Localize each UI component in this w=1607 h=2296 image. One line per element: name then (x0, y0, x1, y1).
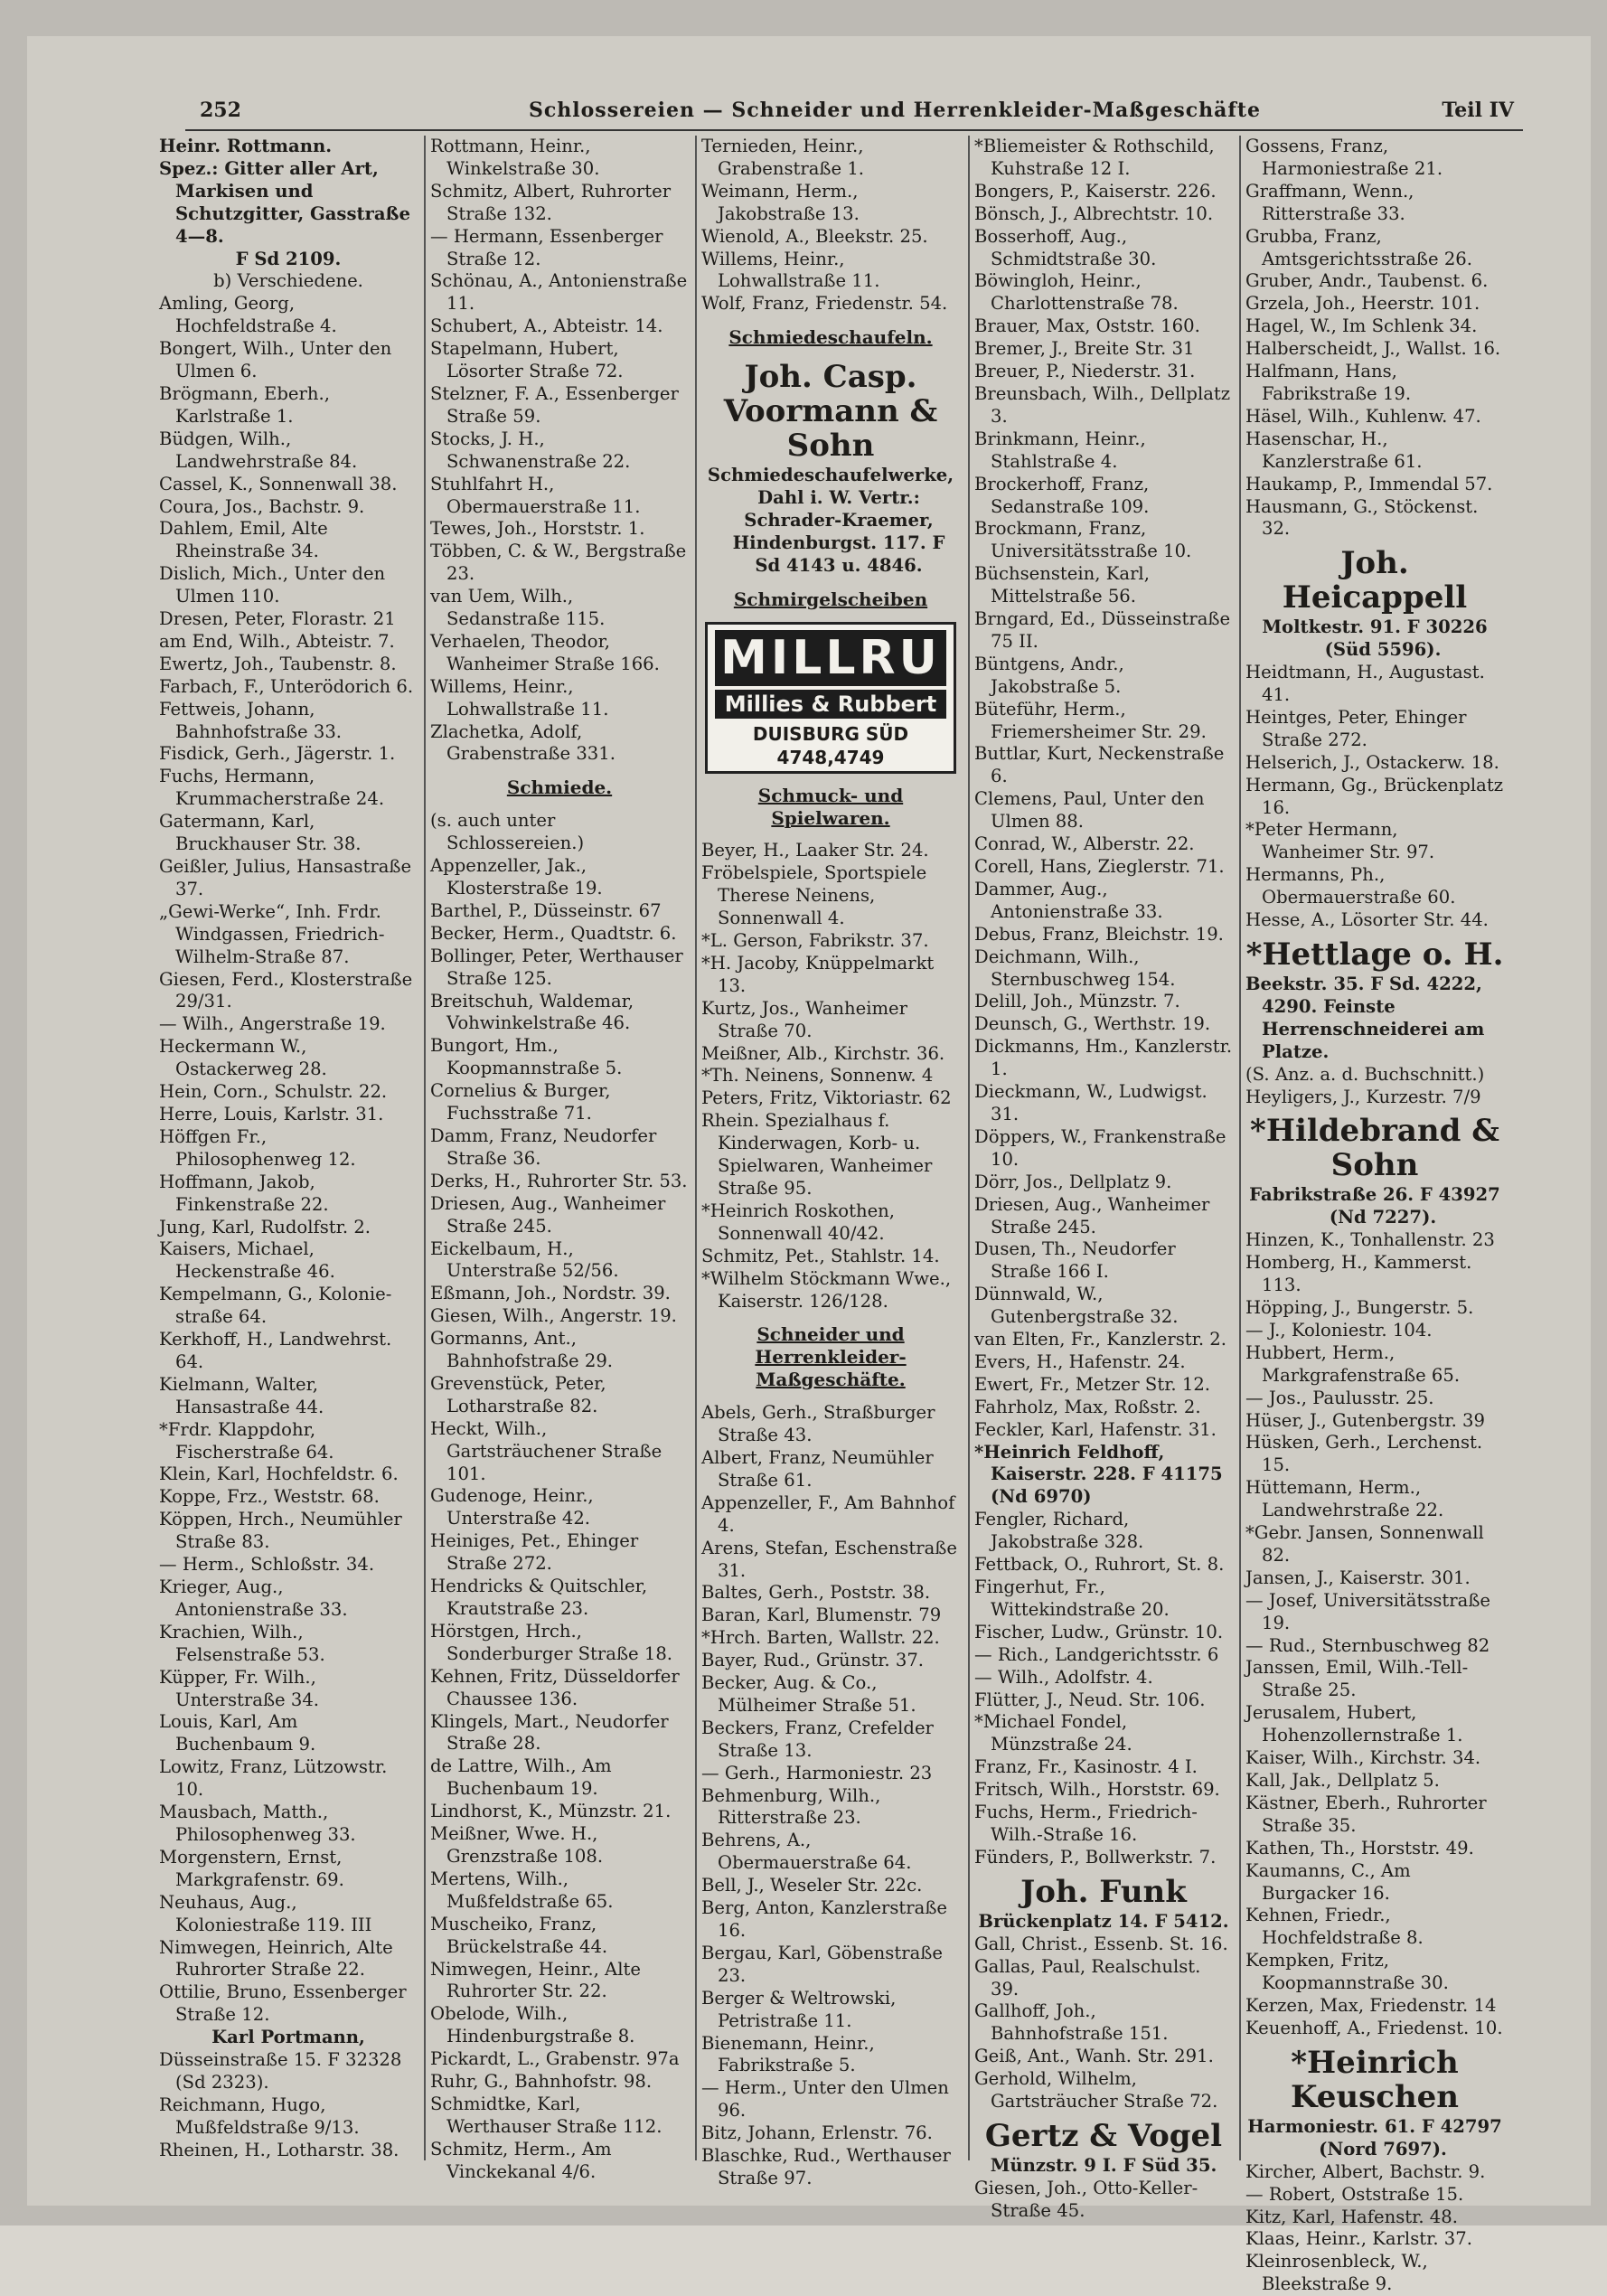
directory-entry: *Gebr. Jansen, Sonnenwall 82. (1245, 1522, 1484, 1566)
section-heading: Schmiede. (506, 776, 613, 799)
directory-entry: Hermanns, Ph., Obermauerstraße 60. (1245, 864, 1456, 908)
directory-entry: Hausmann, G., Stöckenst. 32. (1245, 495, 1479, 540)
directory-entry: Bongers, P., Kaiserstr. 226. (974, 180, 1217, 202)
directory-entry: Schmitz, Pet., Stahlstr. 14. (701, 1245, 940, 1266)
directory-entry: b) Verschiedene. (213, 270, 363, 292)
directory-entry: Bell, J., Weseler Str. 22c. (701, 1875, 923, 1896)
directory-entry: Hubbert, Herm., Markgrafenstraße 65. (1245, 1341, 1461, 1386)
directory-entry: Klingels, Mart., Neudorfer Straße 28. (430, 1710, 669, 1755)
directory-entry: Hermann, Gg., Brückenplatz 16. (1245, 774, 1504, 818)
directory-entry: Hinzen, K., Tonhallenstr. 23 (1245, 1229, 1495, 1251)
directory-entry: Fisdick, Gerh., Jägerstr. 1. (159, 743, 396, 765)
directory-entry: Muscheiko, Franz, Brückelstraße 44. (430, 1913, 608, 1957)
column-3 (701, 136, 960, 2188)
directory-entry: Büdgen, Wilh., Landwehrstraße 84. (159, 428, 358, 472)
directory-entry: Giesen, Wilh., Angerstr. 19. (430, 1305, 677, 1327)
directory-entry: Bienemann, Heinr., Fabrikstraße 5. (701, 2032, 875, 2076)
directory-entry: Damm, Franz, Neudorfer Straße 36. (430, 1124, 657, 1169)
directory-entry: Heinr. Rottmann. (159, 136, 333, 156)
directory-entry: — Wilh., Adolfstr. 4. (974, 1666, 1153, 1688)
directory-entry: Dünnwald, W., Gutenbergstraße 32. (974, 1284, 1179, 1328)
directory-entry: Obelode, Wilh., Hindenburgstraße 8. (430, 2003, 635, 2047)
section-heading: Schmuck- und Spielwaren. (757, 784, 904, 829)
directory-entry: Fettweis, Johann, Bahnhofstraße 33. (159, 698, 343, 742)
column-divider (968, 136, 970, 2160)
directory-entry: Rhein. Spezialhaus f. Kinderwagen, Korb- u. Spielwaren, Wanheimer Straße 95. (701, 1110, 933, 1199)
directory-entry: Farbach, F., Unterödorich 6. (159, 675, 414, 697)
advertiser-name: *Heinrich Keuschen (1290, 2044, 1460, 2115)
directory-entry: Wienold, A., Bleekstr. 25. (701, 225, 928, 247)
advertiser-name: *Hettlage o. H. (1245, 936, 1504, 973)
directory-entry: Blaschke, Rud., Werthauser Straße 97. (701, 2145, 951, 2188)
directory-entry: Gudenoge, Heinr., Unterstraße 42. (430, 1485, 594, 1529)
directory-entry: Flütter, J., Neud. Str. 106. (974, 1689, 1206, 1710)
directory-entry: Jerusalem, Hubert, Hohenzollernstraße 1. (1245, 1702, 1463, 1746)
directory-entry: Schönau, A., Antonienstraße 11. (430, 270, 688, 315)
directory-entry: Halfmann, Hans, Fabrikstraße 19. (1245, 361, 1412, 404)
directory-entry: Heiniges, Pet., Ehinger Straße 272. (430, 1530, 639, 1575)
directory-entry: Ewert, Fr., Metzer Str. 12. (974, 1373, 1211, 1395)
directory-entry: *Peter Hermann, Wanheimer Str. 97. (1245, 819, 1435, 863)
directory-entry: Ottilie, Bruno, Essenberger Straße 12. (159, 1981, 407, 2026)
directory-entry: „Gewi-Werke“, Inh. Frdr. Windgassen, Friedrich-Wilhelm-Straße 87. (159, 900, 385, 967)
page-header (185, 93, 1523, 129)
directory-entry: Heckt, Wilh., Gartsträuchener Straße 101. (430, 1417, 663, 1484)
directory-entry: Breunsbach, Wilh., Dellplatz 3. (974, 382, 1231, 427)
directory-entry: Weimann, Herm., Jakobstraße 13. (701, 180, 860, 224)
directory-entry: — Wilh., Angerstraße 19. (159, 1013, 386, 1035)
directory-entry: Bergau, Karl, Göbenstraße 23. (701, 1942, 943, 1986)
directory-entry: Kielmann, Walter, Hansastraße 44. (159, 1373, 324, 1417)
directory-entry: Morgenstern, Ernst, Markgrafenstr. 69. (159, 1846, 344, 1890)
directory-entry: Brockmann, Franz, Universitätsstraße 10. (974, 518, 1192, 562)
directory-entry: Grevenstück, Peter, Lotharstraße 82. (430, 1372, 606, 1416)
directory-entry: Lindhorst, K., Münzstr. 21. (430, 1801, 672, 1822)
directory-entry: Dislich, Mich., Unter den Ulmen 110. (159, 563, 386, 607)
directory-entry: Giesen, Joh., Otto-Keller-Straße 45. (974, 2177, 1198, 2221)
directory-entry: Kerkhoff, H., Landwehrst. 64. (159, 1329, 392, 1372)
directory-entry: Louis, Karl, Am Buchenbaum 9. (159, 1711, 316, 1755)
directory-entry: Beekstr. 35. F Sd. 4222, 4290. Feinste Herrenschneiderei am Platze. (1245, 974, 1485, 1062)
directory-entry: Hörstgen, Hrch., Sonderburger Straße 18. (430, 1620, 673, 1664)
directory-entry: Berg, Anton, Kanzlerstraße 16. (701, 1897, 948, 1941)
directory-entry: Pickardt, L., Grabenstr. 97a (430, 2048, 680, 2070)
directory-entry: Ewertz, Joh., Taubenstr. 8. (159, 653, 397, 674)
directory-entry: Böwingloh, Heinr., Charlottenstraße 78. (974, 270, 1179, 315)
directory-entry: *Wilhelm Stöckmann Wwe., Kaiserstr. 126/128. (701, 1267, 952, 1312)
directory-entry: Gerhold, Wilhelm, Gartsträucher Straße 72. (974, 2068, 1218, 2113)
directory-entry: Hein, Corn., Schulstr. 22. (159, 1081, 388, 1103)
directory-entry: (S. Anz. a. d. Buchschnitt.) (1245, 1063, 1485, 1085)
column-4 (974, 136, 1233, 2221)
directory-entry: Coura, Jos., Bachstr. 9. (159, 495, 365, 517)
directory-entry: Herre, Louis, Karlstr. 31. (159, 1103, 384, 1124)
directory-entry: Schmidtke, Karl, Werthauser Straße 112. (430, 2093, 663, 2137)
directory-entry: Geißler, Julius, Hansastraße 37. (159, 856, 412, 899)
directory-entry: van Uem, Wilh., Sedanstraße 115. (430, 586, 606, 630)
directory-entry: Kircher, Albert, Bachstr. 9. (1245, 2160, 1486, 2182)
directory-entry: Bollinger, Peter, Werthauser Straße 125. (430, 945, 683, 989)
directory-entry: Baran, Karl, Blumenstr. 79 (701, 1604, 942, 1626)
directory-entry: Kerzen, Max, Friedenstr. 14 (1245, 1995, 1497, 2017)
directory-entry: Amling, Georg, Hochfeldstraße 4. (159, 293, 337, 337)
directory-entry: *Michael Fondel, Münzstraße 24. (974, 1711, 1132, 1755)
directory-entry: Appenzeller, Jak., Klosterstraße 19. (430, 855, 603, 899)
directory-entry: Kathen, Th., Horststr. 49. (1245, 1837, 1474, 1858)
directory-entry: F Sd 2109. (235, 248, 342, 269)
directory-entry: Bongert, Wilh., Unter den Ulmen 6. (159, 338, 392, 382)
directory-entry: Fröbelspiele, Sportspiele Therese Neinens, Sonnenwall 4. (701, 862, 927, 929)
directory-entry: Wolf, Franz, Friedenstr. 54. (701, 293, 948, 315)
directory-entry: *Bliemeister & Rothschild, Kuhstraße 12 I. (974, 136, 1215, 179)
directory-entry: Dieckmann, W., Ludwigst. 31. (974, 1081, 1208, 1124)
directory-entry: Brauer, Max, Oststr. 160. (974, 315, 1200, 337)
directory-entry: van Elten, Fr., Kanzlerstr. 2. (974, 1329, 1226, 1350)
directory-entry: Janssen, Emil, Wilh.-Tell-Straße 25. (1245, 1657, 1469, 1701)
directory-entry: Dörr, Jos., Dellplatz 9. (974, 1171, 1172, 1192)
directory-entry: Hoffmann, Jakob, Finkenstraße 22. (159, 1171, 329, 1215)
directory-entry: Karl Portmann, (211, 2027, 365, 2048)
directory-entry: Gallhoff, Joh., Bahnhofstraße 151. (974, 2000, 1169, 2045)
directory-entry: Willems, Heinr., Lohwallstraße 11. (701, 248, 880, 292)
directory-entry: (s. auch unter Schlossereien.) (430, 810, 585, 854)
directory-entry: Gall, Christ., Essenb. St. 16. (974, 1933, 1228, 1954)
page-number: 252 (200, 99, 241, 122)
directory-entry: Brinkmann, Heinr., Stahlstraße 4. (974, 428, 1146, 472)
directory-entry: Hendricks & Quitschler, Krautstraße 23. (430, 1576, 648, 1619)
directory-entry: Gatermann, Karl, Bruckhauser Str. 38. (159, 811, 362, 855)
directory-entry: Häsel, Wilh., Kuhlenw. 47. (1245, 405, 1481, 427)
directory-entry: Behrens, A., Obermauerstraße 64. (701, 1830, 912, 1874)
directory-entry: Conrad, W., Alberstr. 22. (974, 833, 1195, 855)
directory-entry: Fahrholz, Max, Roßstr. 2. (974, 1396, 1201, 1417)
section-heading: Schneider und Herrenkleider-Maßgeschäfte. (755, 1323, 907, 1391)
directory-entry: Fettback, O., Ruhrort, St. 8. (974, 1554, 1225, 1576)
directory-entry: Berger & Weltrowski, Petristraße 11. (701, 1987, 897, 2031)
directory-entry: Mausbach, Matth., Philosophenweg 33. (159, 1802, 356, 1845)
directory-entry: Dickmanns, Hm., Kanzlerstr. 1. (974, 1036, 1233, 1080)
directory-entry: Giesen, Ferd., Klosterstraße 29/31. (159, 968, 413, 1012)
directory-entry: Kästner, Eberh., Ruhrorter Straße 35. (1245, 1792, 1487, 1836)
directory-entry: Höffgen Fr., Philosophenweg 12. (159, 1125, 356, 1170)
directory-entry: Harmoniestr. 61. F 42797 (Nord 7697). (1247, 2115, 1502, 2160)
directory-entry: Kleinrosenbleck, W., Bleekstraße 9. (1245, 2251, 1428, 2295)
advertiser-name: *Hildebrand & Sohn (1250, 1113, 1499, 1184)
directory-entry: *L. Gerson, Fabrikstr. 37. (701, 930, 929, 952)
directory-entry: Hasenschar, H., Kanzlerstraße 61. (1245, 428, 1423, 472)
directory-entry: Rottmann, Heinr., Winkelstraße 30. (430, 136, 600, 179)
directory-entry: Jansen, J., Kaiserstr. 301. (1245, 1567, 1471, 1588)
directory-entry: Münzstr. 9 I. F Süd 35. (990, 2154, 1217, 2176)
directory-entry: Büchsenstein, Karl, Mittelstraße 56. (974, 563, 1150, 607)
directory-entry: — Josef, Universitätsstraße 19. (1245, 1589, 1491, 1633)
directory-entry: Lowitz, Franz, Lützowstr. 10. (159, 1756, 388, 1801)
directory-entry: Jung, Karl, Rudolfstr. 2. (159, 1216, 371, 1237)
advertiser-name: Joh. Funk (1020, 1873, 1187, 1910)
directory-entry: Schmitz, Herm., Am Vinckekanal 4/6. (430, 2138, 612, 2182)
directory-entry: Bosserhoff, Aug., Schmidtstraße 30. (974, 225, 1157, 269)
directory-entry: Clemens, Paul, Unter den Ulmen 88. (974, 788, 1205, 833)
header-rule (185, 129, 1523, 131)
directory-entry: Küpper, Fr. Wilh., Unterstraße 34. (159, 1666, 320, 1710)
directory-entry: Hesse, A., Lösorter Str. 44. (1245, 909, 1489, 931)
logo-mid: Millies & Rubbert (715, 690, 946, 719)
directory-entry: Becker, Aug. & Co., Mülheimer Straße 51. (701, 1672, 916, 1716)
directory-entry: Büntgens, Andr., Jakobstraße 5. (974, 653, 1124, 697)
directory-entry: Fuchs, Herm., Friedrich-Wilh.-Straße 16. (974, 1802, 1198, 1845)
column-1 (159, 136, 418, 2178)
directory-entry: Döppers, W., Frankenstraße 10. (974, 1125, 1226, 1170)
directory-entry: Kaumanns, C., Am Burgacker 16. (1245, 1859, 1411, 1904)
directory-entry: Meißner, Alb., Kirchstr. 36. (701, 1042, 945, 1064)
directory-entry: Brückenplatz 14. F 5412. (978, 1910, 1229, 1932)
directory-entry: Höpping, J., Bungerstr. 5. (1245, 1296, 1474, 1318)
directory-entry: Neuhaus, Aug., Koloniestraße 119. III (159, 1891, 372, 1935)
directory-entry: Beyer, H., Laaker Str. 24. (701, 840, 929, 861)
directory-entry: Mertens, Wilh., Mußfeldstraße 65. (430, 1868, 614, 1912)
directory-entry: Verhaelen, Theodor, Wanheimer Straße 166. (430, 630, 660, 674)
directory-entry: Cornelius & Burger, Fuchsstraße 71. (430, 1080, 611, 1124)
directory-entry: Köppen, Hrch., Neumühler Straße 83. (159, 1509, 402, 1553)
directory-entry: Fünders, P., Bollwerkstr. 7. (974, 1846, 1217, 1868)
directory-entry: Deichmann, Wilh., Sternbuschweg 154. (974, 946, 1176, 990)
directory-entry: Gallas, Paul, Realschulst. 39. (974, 1955, 1201, 2000)
directory-entry: Kempken, Fritz, Koopmannstraße 30. (1245, 1950, 1449, 1994)
directory-entry: Nimwegen, Heinr., Alte Ruhrorter Str. 22. (430, 1958, 641, 2002)
directory-entry: Heyligers, J., Kurzestr. 7/9 (1245, 1086, 1481, 1107)
directory-entry: Helserich, J., Ostackerw. 18. (1245, 751, 1499, 773)
directory-entry: Graffmann, Wenn., Ritterstraße 33. (1245, 180, 1414, 224)
directory-entry: Reichmann, Hugo, Mußfeldstraße 9/13. (159, 2094, 360, 2138)
directory-entry: — Rich., Landgerichtsstr. 6 (974, 1643, 1219, 1665)
directory-entry: Stuhlfahrt H., Obermauerstraße 11. (430, 473, 641, 517)
directory-entry: Heidtmann, H., Augustast. 41. (1245, 662, 1485, 706)
directory-entry: Ternieden, Heinr., Grabenstraße 1. (701, 136, 865, 179)
directory-entry: Becker, Herm., Quadtstr. 6. (430, 922, 677, 944)
directory-entry: Kehnen, Fritz, Düsseldorfer Chaussee 136. (430, 1665, 680, 1709)
directory-entry: Buttlar, Kurt, Neckenstraße 6. (974, 743, 1225, 787)
directory-entry: Klaas, Heinr., Karlstr. 37. (1245, 2228, 1472, 2250)
directory-entry: — Herm., Schloßstr. 34. (159, 1554, 375, 1576)
directory-entry: Haukamp, P., Immendal 57. (1245, 473, 1493, 494)
directory-entry: — Rud., Sternbuschweg 82 (1245, 1634, 1490, 1656)
directory-entry: Spez.: Gitter aller Art, Markisen und Schutzgitter, Gasstraße 4—8. (159, 157, 410, 247)
directory-entry: Krachien, Wilh., Felsenstraße 53. (159, 1621, 325, 1665)
directory-entry: Derks, H., Ruhrorter Str. 53. (430, 1170, 688, 1191)
directory-entry: Heintges, Peter, Ehinger Straße 272. (1245, 706, 1467, 750)
directory-entry: Gruber, Andr., Taubenst. 6. (1245, 270, 1489, 292)
directory-entry: Cassel, K., Sonnenwall 38. (159, 473, 398, 494)
directory-entry: Gossens, Franz, Harmoniestraße 21. (1245, 136, 1443, 179)
directory-entry: — J., Koloniestr. 104. (1245, 1319, 1433, 1341)
directory-entry: Dresen, Peter, Florastr. 21 (159, 608, 396, 630)
column-divider (424, 136, 426, 2160)
column-divider (1239, 136, 1241, 2160)
column-2 (430, 136, 689, 2182)
directory-entry: Kaisers, Michael, Heckenstraße 46. (159, 1238, 335, 1283)
directory-entry: Appenzeller, F., Am Bahnhof 4. (701, 1491, 955, 1536)
directory-entry: Fuchs, Hermann, Krummacherstraße 24. (159, 766, 385, 810)
directory-entry: Eßmann, Joh., Nordstr. 39. (430, 1283, 671, 1304)
directory-entry: *Th. Neinens, Sonnenw. 4 (701, 1065, 934, 1087)
directory-entry: Hagel, W., Im Schlenk 34. (1245, 315, 1478, 337)
directory-entry: Driesen, Aug., Wanheimer Straße 245. (974, 1193, 1210, 1237)
directory-entry: Corell, Hans, Zieglerstr. 71. (974, 856, 1225, 877)
directory-entry: Franz, Fr., Kasinostr. 4 I. (974, 1756, 1198, 1778)
directory-entry: Kaiser, Wilh., Kirchstr. 34. (1245, 1747, 1481, 1769)
directory-entry: Brögmann, Eberh., Karlstraße 1. (159, 382, 330, 427)
directory-entry: Brngard, Ed., Düsseinstraße 75 II. (974, 608, 1231, 652)
directory-entry: Gormanns, Ant., Bahnhofstraße 29. (430, 1328, 614, 1372)
advertiser-name: Gertz & Vogel (984, 2117, 1223, 2154)
directory-entry: Geiß, Ant., Wanh. Str. 291. (974, 2046, 1214, 2067)
advertiser-name: Joh. Heicappell (1282, 545, 1468, 616)
directory-entry: Grzela, Joh., Heerstr. 101. (1245, 293, 1480, 315)
directory-entry: Fingerhut, Fr., Wittekindstraße 20. (974, 1576, 1170, 1620)
directory-entry: Klein, Karl, Hochfeldstr. 6. (159, 1463, 399, 1485)
directory-entry: Stelzner, F. A., Essenberger Straße 59. (430, 382, 679, 427)
directory-entry: — Jos., Paulusstr. 25. (1245, 1387, 1434, 1408)
directory-entry: Heckermann W., Ostackerweg 28. (159, 1036, 327, 1080)
directory-entry: Kitz, Karl, Hafenstr. 48. (1245, 2206, 1458, 2227)
directory-entry: Albert, Franz, Neumühler Straße 61. (701, 1446, 934, 1491)
directory-entry: Koppe, Frz., Weststr. 68. (159, 1486, 380, 1508)
column-5 (1245, 136, 1504, 2295)
directory-entry: Nimwegen, Heinrich, Alte Ruhrorter Straße 22. (159, 1936, 393, 1981)
page-title: Schlossereien — Schneider und Herrenkleider-Maßgeschäfte (529, 99, 1261, 122)
part-label: Teil IV (1442, 99, 1514, 122)
directory-entry: Halberscheidt, J., Wallst. 16. (1245, 338, 1501, 360)
directory-entry: *Heinrich Roskothen, Sonnenwall 40/42. (701, 1200, 896, 1244)
directory-entry: Stocks, J. H., Schwanenstraße 22. (430, 428, 631, 472)
directory-entry: Hüsken, Gerh., Lerchenst. 15. (1245, 1432, 1483, 1476)
directory-entry: Bremer, J., Breite Str. 31 (974, 338, 1195, 360)
directory-entry: Schubert, A., Abteistr. 14. (430, 315, 663, 337)
directory-entry: Barthel, P., Düsseinstr. 67 (430, 899, 662, 921)
directory-entry: Feckler, Karl, Hafenstr. 31. (974, 1418, 1217, 1440)
directory-entry: Beckers, Franz, Crefelder Straße 13. (701, 1717, 934, 1761)
directory-entry: Breitschuh, Waldemar, Vohwinkelstraße 46. (430, 990, 634, 1034)
directory-entry: — Robert, Oststraße 15. (1245, 2183, 1464, 2205)
directory-entry: Hüttemann, Herm., Landwehrstraße 22. (1245, 1477, 1444, 1521)
millru-logo (705, 622, 956, 774)
directory-entry: Ruhr, G., Bahnhofstr. 98. (430, 2071, 653, 2093)
directory-entry: Fischer, Ludw., Grünstr. 10. (974, 1621, 1224, 1642)
directory-entry: *Frdr. Klappdohr, Fischerstraße 64. (159, 1418, 334, 1463)
directory-entry: Kempelmann, G., Kolonie-straße 64. (159, 1284, 392, 1328)
directory-entry: Büteführ, Herm., Friemersheimer Str. 29. (974, 698, 1207, 742)
directory-entry: Dahlem, Emil, Alte Rheinstraße 34. (159, 518, 328, 562)
directory-entry: Bitz, Johann, Erlenstr. 76. (701, 2122, 933, 2144)
directory-entry: Moltkestr. 91. F 30226 (Süd 5596). (1262, 616, 1488, 661)
directory-entry: — Herm., Unter den Ulmen 96. (701, 2077, 949, 2122)
directory-entry: Schmitz, Albert, Ruhrorter Straße 132. (430, 180, 672, 224)
directory-entry: Tewes, Joh., Horststr. 1. (430, 518, 645, 540)
directory-entry: *Hrch. Barten, Wallstr. 22. (701, 1627, 940, 1649)
directory-entry: Hüser, J., Gutenbergstr. 39 (1245, 1409, 1485, 1431)
directory-entry: Baltes, Gerh., Poststr. 38. (701, 1582, 931, 1604)
directory-entry: Kehnen, Friedr., Hochfeldstraße 8. (1245, 1905, 1424, 1949)
section-heading: Schmirgelscheiben (733, 588, 928, 610)
directory-entry: Eickelbaum, H., Unterstraße 52/56. (430, 1237, 619, 1282)
directory-entry: Homberg, H., Kammerst. 113. (1245, 1252, 1472, 1296)
directory-entry: Schmiedeschaufelwerke, Dahl i. W. Vertr.: Schrader-Kraemer, Hindenburgst. 117. F Sd 4143 u. 4846. (707, 465, 954, 576)
directory-entry: Bungort, Hm., Koopmannstraße 5. (430, 1035, 623, 1079)
directory-entry: Többen, C. & W., Bergstraße 23. (430, 541, 687, 585)
logo-bot: DUISBURG SÜD 4748,4749 (752, 722, 909, 768)
logo-top: MILLRU (715, 630, 946, 686)
directory-entry: Stapelmann, Hubert, Lösorter Straße 72. (430, 338, 624, 382)
directory-entry: Keuenhoff, A., Friedenst. 10. (1245, 2017, 1503, 2038)
directory-entry: Zlachetka, Adolf, Grabenstraße 331. (430, 720, 616, 765)
directory-entry: Driesen, Aug., Wanheimer Straße 245. (430, 1192, 666, 1237)
directory-entry: Deunsch, G., Werthstr. 19. (974, 1013, 1211, 1035)
directory-entry: Abels, Gerh., Straßburger Straße 43. (701, 1402, 935, 1446)
directory-entry: Düsseinstraße 15. F 32328 (Sd 2323). (159, 2049, 402, 2093)
directory-entry: Bönsch, J., Albrechtstr. 10. (974, 202, 1214, 224)
directory-entry: Fabrikstraße 26. F 43927 (Nd 7227). (1249, 1184, 1500, 1228)
directory-entry: — Gerh., Harmoniestr. 23 (701, 1762, 933, 1783)
directory-entry: Dusen, Th., Neudorfer Straße 166 I. (974, 1238, 1176, 1283)
directory-entry: Grubba, Franz, Amtsgerichtsstraße 26. (1245, 225, 1473, 269)
directory-entry: Kurtz, Jos., Wanheimer Straße 70. (701, 997, 907, 1041)
directory-entry: *H. Jacoby, Knüppelmarkt 13. (701, 952, 935, 996)
directory-entry: Peters, Fritz, Viktoriastr. 62 (701, 1087, 952, 1109)
directory-entry: Brockerhoff, Franz, Sedanstraße 109. (974, 473, 1150, 517)
directory-entry: Fengler, Richard, Jakobstraße 328. (974, 1509, 1144, 1553)
directory-entry: — Hermann, Essenberger Straße 12. (430, 225, 663, 269)
directory-entry: Debus, Franz, Bleichstr. 19. (974, 923, 1224, 945)
directory-entry: Fritsch, Wilh., Horststr. 69. (974, 1779, 1220, 1801)
directory-entry: Breuer, P., Niederstr. 31. (974, 361, 1196, 382)
directory-entry: am End, Wilh., Abteistr. 7. (159, 630, 395, 652)
directory-entry: Willems, Heinr., Lohwallstraße 11. (430, 675, 609, 720)
directory-entry: Bayer, Rud., Grünstr. 37. (701, 1650, 925, 1671)
section-heading: Schmiedeschaufeln. (728, 326, 933, 349)
directory-entry: *Heinrich Feldhoff, Kaiserstr. 228. F 41175 (Nd 6970) (974, 1441, 1223, 1508)
directory-entry: Krieger, Aug., Antonienstraße 33. (159, 1576, 348, 1620)
directory-entry: Dammer, Aug., Antonienstraße 33. (974, 878, 1163, 922)
directory-entry: Meißner, Wwe. H., Grenzstraße 108. (430, 1823, 604, 1867)
directory-entry: Rheinen, H., Lotharstr. 38. (159, 2139, 399, 2160)
directory-entry: Evers, H., Hafenstr. 24. (974, 1350, 1186, 1372)
directory-entry: Delill, Joh., Münzstr. 7. (974, 991, 1180, 1012)
directory-entry: Behmenburg, Wilh., Ritterstraße 23. (701, 1784, 881, 1829)
directory-entry: de Lattre, Wilh., Am Buchenbaum 19. (430, 1755, 612, 1800)
directory-entry: Kall, Jak., Dellplatz 5. (1245, 1770, 1440, 1791)
directory-entry: Arens, Stefan, Eschenstraße 31. (701, 1537, 957, 1581)
column-divider (695, 136, 697, 2160)
advertiser-name: Joh. Casp. Voormann & Sohn (723, 359, 938, 465)
